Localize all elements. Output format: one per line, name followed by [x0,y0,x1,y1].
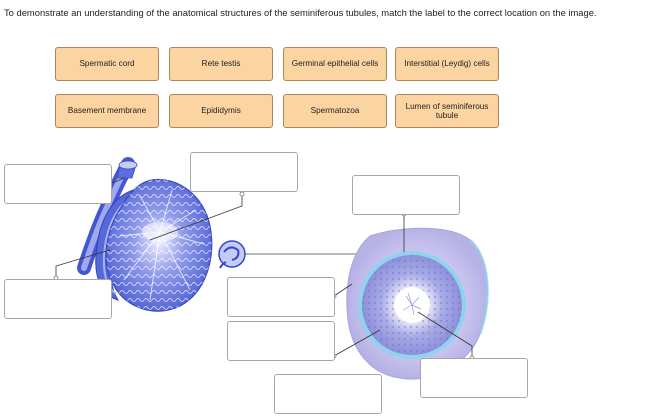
label-chip-rete-testis[interactable]: Rete testis [169,47,273,81]
drop-target-4[interactable] [227,277,335,317]
drop-target-5[interactable] [227,321,335,361]
label-chip-germinal-epithelial-cells[interactable]: Germinal epithelial cells [283,47,387,81]
drop-target-7[interactable] [352,175,460,215]
question-instructions: To demonstrate an understanding of the anatomical structures of the seminiferous tubules, match the label to the correct location on the image. [4,7,597,18]
label-chip-epididymis[interactable]: Epididymis [169,94,273,128]
drop-target-3[interactable] [4,279,112,319]
tubule-cross-section [347,228,488,379]
label-chip-spermatic-cord[interactable]: Spermatic cord [55,47,159,81]
label-chip-basement-membrane[interactable]: Basement membrane [55,94,159,128]
label-chip-spermatozoa[interactable]: Spermatozoa [283,94,387,128]
label-chip-interstitial-cells[interactable]: Interstitial (Leydig) cells [395,47,499,81]
drop-target-8[interactable] [420,358,528,398]
drop-target-6[interactable] [274,374,382,414]
magnifier-circle [219,241,245,268]
drop-target-2[interactable] [190,152,298,192]
label-chip-lumen[interactable]: Lumen of seminiferous tubule [395,94,499,128]
drop-target-1[interactable] [4,164,112,204]
